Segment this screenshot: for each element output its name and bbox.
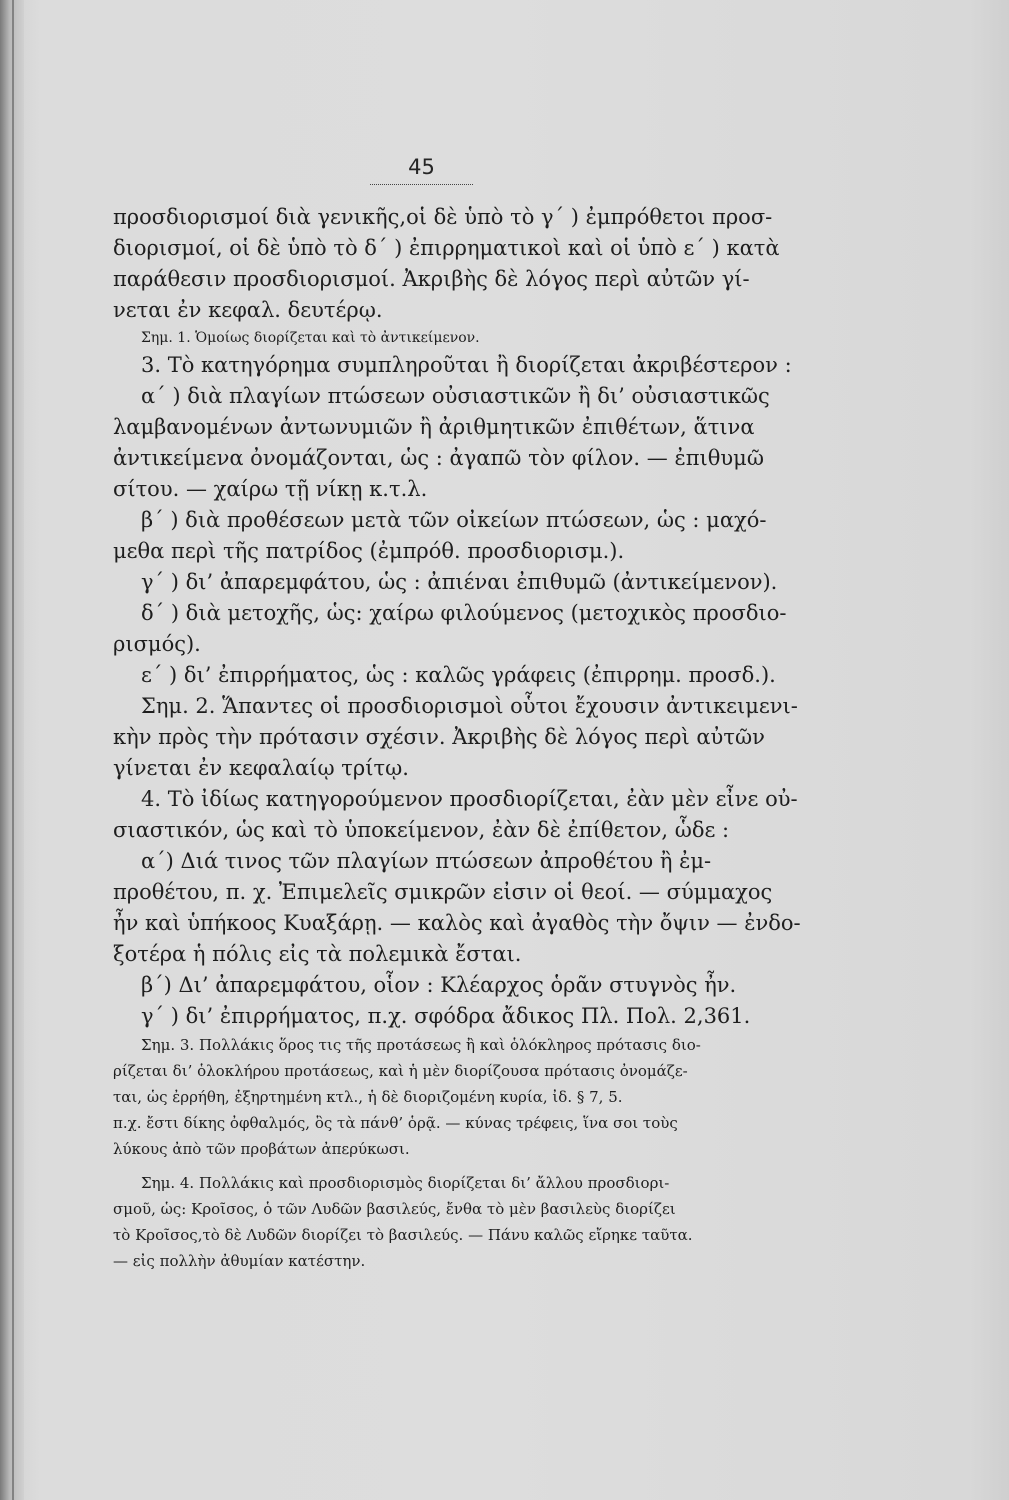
binding-line: [12, 0, 14, 1500]
text-line: β´) Δι’ ἀπαρεμφάτου, οἷον : Κλέαρχος ὁρᾶν στυγνὸς ἦν.: [141, 973, 737, 997]
note-line: Σημ. 4. Πολλάκις καὶ προσδιορισμὸς διορίζεται δι’ ἄλλου προσδιορι-: [141, 1174, 670, 1192]
text-line: ε´ ) δι’ ἐπιρρήματος, ὡς : καλῶς γράφεις (ἐπιρρημ. προσδ.).: [141, 663, 776, 687]
note-line: π.χ. ἔστι δίκης ὀφθαλμός, ὃς τὰ πάνθ’ ὁρᾷ. — κύνας τρέφεις, ἵνα σοι τοὺς: [113, 1114, 678, 1132]
text-line: ξοτέρα ἡ πόλις εἰς τὰ πολεμικὰ ἔσται.: [113, 942, 522, 966]
text-line: 3. Τὸ κατηγόρημα συμπληροῦται ἢ διορίζεται ἀκριβέστερον :: [141, 353, 792, 377]
note-line: ται, ὡς ἐρρήθη, ἐξηρτημένη κτλ., ἡ δὲ διοριζομένη κυρία, ἰδ. § 7, 5.: [113, 1088, 623, 1106]
text-line: δ´ ) διὰ μετοχῆς, ὡς: χαίρω φιλούμενος (μετοχικὸς προσδιο-: [141, 601, 787, 625]
text-line: γ´ ) δι’ ἀπαρεμφάτου, ὡς : ἀπιέναι ἐπιθυμῶ (ἀντικείμενον).: [141, 570, 778, 594]
page-number: 45: [408, 155, 435, 179]
note-line: Σημ. 3. Πολλάκις ὅρος τις τῆς προτάσεως ἢ καὶ ὁλόκληρος πρότασις διο-: [141, 1036, 701, 1054]
note-line: — εἰς πολλὴν ἀθυμίαν κατέστην.: [113, 1252, 366, 1270]
note-line: τὸ Κροῖσος,τὸ δὲ Λυδῶν διορίζει τὸ βασιλεύς. — Πάνυ καλῶς εἴρηκε ταῦτα.: [113, 1226, 693, 1244]
note-line: σμοῦ, ὡς: Κροῖσος, ὁ τῶν Λυδῶν βασιλεύς, ἔνθα τὸ μὲν βασιλεὺς διορίζει: [113, 1200, 676, 1218]
text-line: ἦν καὶ ὑπήκοος Κυαξάρῃ. — καλὸς καὶ ἀγαθὸς τὴν ὄψιν — ἐνδο-: [113, 911, 801, 935]
text-line: β´ ) διὰ προθέσεων μετὰ τῶν οἰκείων πτώσεων, ὡς : μαχό-: [141, 508, 767, 532]
note-line: λύκους ἀπὸ τῶν προβάτων ἀπερύκωσι.: [113, 1140, 410, 1158]
text-line: Σημ. 2. Ἅπαντες οἱ προσδιορισμοὶ οὗτοι ἔχουσιν ἀντικειμενι-: [141, 694, 798, 718]
text-line: παράθεσιν προσδιορισμοί. Ἀκριβὴς δὲ λόγος περὶ αὐτῶν γί-: [113, 267, 750, 291]
text-line: προθέτου, π. χ. Ἐπιμελεῖς σμικρῶν εἰσιν οἱ θεοί. — σύμμαχος: [113, 880, 773, 904]
paragraph-gap: [113, 1165, 773, 1173]
text-line: σιαστικόν, ὡς καὶ τὸ ὑποκείμενον, ἐὰν δὲ ἐπίθετον, ὧδε :: [113, 818, 730, 842]
note-line: ρίζεται δι’ ὁλοκλήρου προτάσεως, καὶ ἡ μὲν διορίζουσα πρότασις ὀνομάζε-: [113, 1062, 688, 1080]
body-text: [113, 205, 801, 1277]
text-line: α´) Διά τινος τῶν πλαγίων πτώσεων ἀπροθέτου ἢ ἐμ-: [141, 849, 712, 873]
text-line: ἀντικείμενα ὀνομάζονται, ὡς : ἀγαπῶ τὸν φίλον. — ἐπιθυμῶ: [113, 446, 764, 470]
text-line: νεται ἐν κεφαλ. δευτέρῳ.: [113, 298, 383, 322]
text-line: διορισμοί, οἱ δὲ ὑπὸ τὸ δ´ ) ἐπιρρηματικοὶ καὶ οἱ ὑπὸ ε´ ) κατὰ: [113, 236, 780, 260]
text-line: προσδιορισμοί διὰ γενικῆς,οἱ δὲ ὑπὸ τὸ γ´ ) ἐμπρόθετοι προσ-: [113, 205, 773, 229]
text-line: κὴν πρὸς τὴν πρότασιν σχέσιν. Ἀκριβὴς δὲ λόγος περὶ αὐτῶν: [113, 725, 765, 749]
text-line: μεθα περὶ τῆς πατρίδος (ἐμπρόθ. προσδιορισμ.).: [113, 539, 625, 563]
text-line: λαμβανομένων ἀντωνυμιῶν ἢ ἀριθμητικῶν ἐπιθέτων, ἅτινα: [113, 415, 755, 439]
text-line: γ´ ) δι’ ἐπιρρήματος, π.χ. σφόδρα ἄδικος Πλ. Πολ. 2,361.: [141, 1004, 751, 1028]
text-line: σίτου. — χαίρω τῇ νίκῃ κ.τ.λ.: [113, 477, 428, 501]
text-line: ρισμός).: [113, 632, 201, 656]
text-line: γίνεται ἐν κεφαλαίῳ τρίτῳ.: [113, 756, 409, 780]
text-line: α´ ) διὰ πλαγίων πτώσεων οὐσιαστικῶν ἢ δι’ οὐσιαστικῶς: [141, 384, 770, 408]
note-line: Σημ. 1. Ὁμοίως διορίζεται καὶ τὸ ἀντικείμενον.: [141, 330, 480, 346]
text-line: 4. Τὸ ἰδίως κατηγορούμενον προσδιορίζεται, ἐὰν μὲν εἶνε οὐ-: [141, 787, 798, 811]
page-number-rule: [370, 184, 473, 185]
